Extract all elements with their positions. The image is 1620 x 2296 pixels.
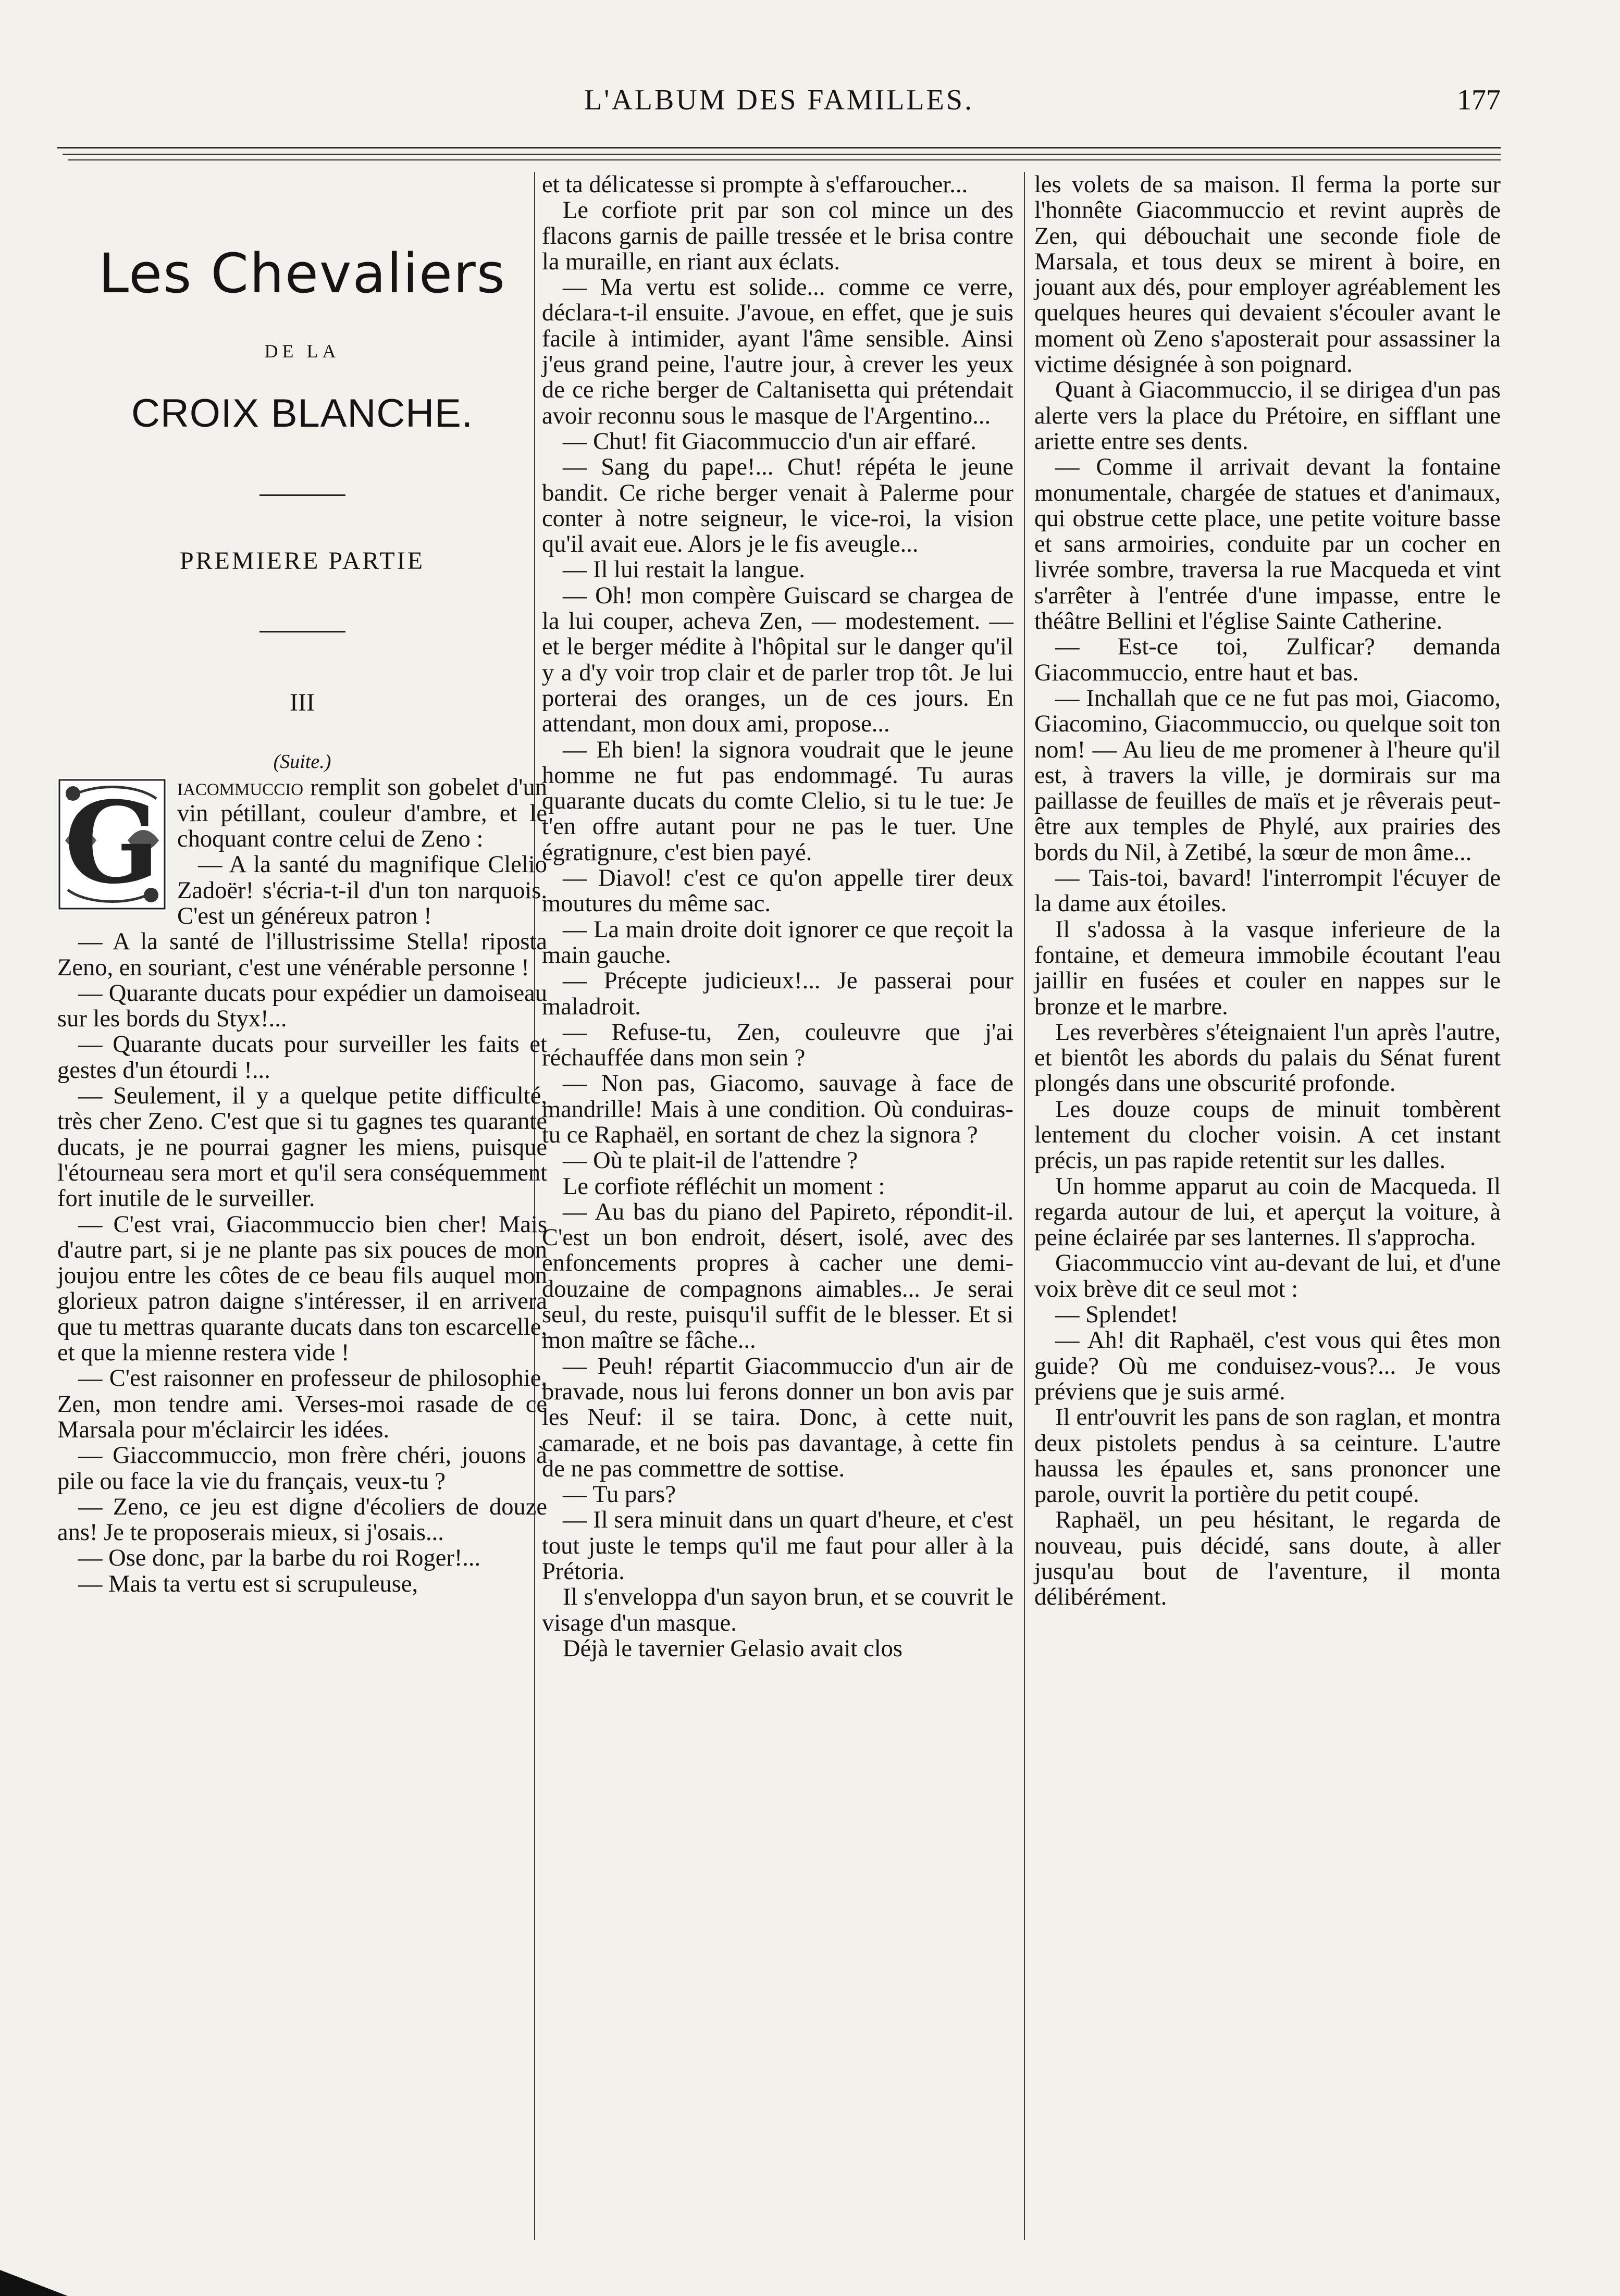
paragraph: — Comme il arrivait devant la fontaine monumentale, chargée de statues et d'animaux, qui obstrue cette place, une petite voiture basse et sans armoiries, conduite par un cocher en livrée sombre, traversa la rue Macqueda et vint s'arrêter à l'entrée d'une impasse, entre le théâtre Bellini et l'église Sainte Catherine. [1034, 454, 1501, 635]
paragraph: — Quarante ducats pour surveiller les faits et gestes d'un étourdi !... [57, 1031, 547, 1084]
paragraph: — Où te plait-il de l'attendre ? [563, 1147, 858, 1174]
paragraph: — La main droite doit ignorer ce que reçoit la main gauche. [542, 916, 1013, 969]
part-heading: PREMIERE PARTIE [179, 547, 425, 575]
paragraph: — A la santé de l'illustrissime Stella! riposta Zeno, en souriant, c'est une vénérable personne ! [57, 928, 547, 981]
paragraph: — Refuse-tu, Zen, couleuvre que j'ai réchauffée dans mon sein ? [542, 1019, 1013, 1072]
paragraph: les volets de sa maison. Il ferma la porte sur l'honnête Giacommuccio et revint auprès de Zen, qui débouchait une seconde fiole de Marsala, et tous deux se mirent à boire, en jouant aux dés, pour employer agréablement les quelques heures qui devaient s'écouler avant le moment où Zeno s'aposterait pour assassiner la victime désignée à son poignard. [1034, 171, 1501, 378]
title-separator [259, 494, 345, 496]
page-corner-arrow-icon [0, 2239, 78, 2296]
paragraph: Il s'enveloppa d'un sayon brun, et se couvrit le visage d'un masque. [542, 1584, 1013, 1636]
paragraph: — Splendet! [1055, 1301, 1179, 1329]
dropcap-letter: G [64, 777, 160, 909]
chapter-number: III [290, 688, 315, 716]
ornamental-dropcap [57, 778, 167, 911]
paragraph: — Il sera minuit dans un quart d'heure, et c'est tout juste le temps qu'il me faut pour aller à la Prétoria. [542, 1507, 1013, 1585]
column-divider-2 [1024, 172, 1025, 2240]
paragraph: — Précepte judicieux!... Je passerai pour maladroit. [542, 967, 1013, 1020]
paragraph: — A la santé du magnifique Clelio Zadoër! s'écria-t-il d'un ton narquois. C'est un généreux patron ! [177, 851, 547, 929]
column-2 [542, 172, 1013, 1661]
paragraph: — Peuh! répartit Giacommuccio d'un air de bravade, nous lui ferons donner un bon avis par les Neuf: il se taira. Donc, à cette nuit, camarade, et ne bois pas davantage, à cette fin de ne pas commettre de sottise. [542, 1352, 1013, 1482]
paragraph: — Zeno, ce jeu est digne d'écoliers de douze ans! Je te proposerais mieux, si j'osais... [57, 1493, 547, 1546]
paragraph: — C'est raisonner en professeur de philosophie, Zen, mon tendre ami. Verses-moi rasade de ce Marsala pour m'éclaircir les idées. [57, 1365, 547, 1443]
paragraph: — Tais-toi, bavard! l'interrompit l'écuyer de la dame aux étoiles. [1034, 865, 1501, 917]
article-title-de-la: DE LA [264, 341, 340, 362]
paragraph: Les reverbères s'éteignaient l'un après l'autre, et bientôt les abords du palais du Sénat furent plongés dans une obscurité profonde. [1034, 1019, 1501, 1097]
paragraph: — Quarante ducats pour expédier un damoiseau sur les bords du Styx!... [57, 979, 547, 1033]
header-rule-thin-2 [68, 159, 1501, 160]
header-rule-thin [63, 154, 1501, 155]
paragraph: — Seulement, il y a quelque petite difficulté, très cher Zeno. C'est que si tu gagnes tes quarante ducats, je ne pourrai gagner les miens, puisque l'étourneau sera mort et qu'il sera conséquemment fort inutile de le surveiller. [57, 1083, 547, 1212]
article-title: Les Chevaliers [98, 242, 506, 305]
paragraph: Le corfiote réfléchit un moment : [563, 1173, 885, 1200]
continued-note: (Suite.) [273, 751, 331, 773]
header-rule [57, 147, 1501, 148]
paragraph: — Tu pars? [563, 1481, 676, 1508]
paragraph: — Ah! dit Raphaël, c'est vous qui êtes mon guide? Où me conduisez-vous?... Je vous préviens que je suis armé. [1034, 1327, 1501, 1405]
paragraph: Déjà le tavernier Gelasio avait clos [563, 1635, 902, 1662]
running-title: L'ALBUM DES FAMILLES. [584, 84, 974, 116]
running-header [57, 83, 1501, 135]
paragraph: Les douze coups de minuit tombèrent lentement du clocher voisin. A cet instant précis, un pas rapide retentit sur les dalles. [1034, 1096, 1501, 1174]
column-3 [1034, 172, 1501, 1610]
paragraph: — Ma vertu est solide... comme ce verre, déclara-t-il ensuite. J'avoue, en effet, que je suis facile à intimider, ayant l'âme sensible. Ainsi j'eus grand peine, l'autre jour, à crever les yeux de ce riche berger de Caltanisetta qui prétendait avoir reconnu sous le masque de l'Argentino... [542, 274, 1013, 429]
part-separator [259, 631, 345, 632]
paragraph: — Oh! mon compère Guiscard se chargea de la lui couper, acheva Zen, — modestement. — et le berger médite à l'hôpital sur le danger qu'il y a d'y voir trop clair et de parler trop tôt. Je lui porterai des oranges, un de ces jours. En attendant, mon doux ami, propose... [542, 582, 1013, 738]
article-subtitle: CROIX BLANCHE. [131, 391, 473, 436]
paragraph: — Chut! fit Giacommuccio d'un air effaré. [563, 428, 976, 455]
page-number: 177 [1457, 84, 1501, 116]
paragraph: Il s'adossa à la vasque inferieure de la fontaine, et demeura immobile écoutant l'eau jaillir en fusées et couler en nappes sur le bronze et le marbre. [1034, 916, 1501, 1020]
paragraph: Un homme apparut au coin de Macqueda. Il regarda autour de lui, et aperçut la voiture, à peine éclairée par ses lanternes. Il s'approcha. [1034, 1173, 1501, 1251]
paragraph: Le corfiote prit par son col mince un des flacons garnis de paille tressée et le brisa contre la muraille, en riant aux éclats. [542, 197, 1013, 275]
paragraph: — C'est vrai, Giacommuccio bien cher! Mais d'autre part, si je ne plante pas six pouces de mon joujou entre les côtes de ce beau fils auquel mon glorieux patron daigne s'intéresser, il en arrivera que tu mettras quarante ducats dans ton escarcelle, et que la mienne restera vide ! [57, 1211, 547, 1367]
paragraph: Raphaël, un peu hésitant, le regarda de nouveau, puis décidé, sans doute, à aller jusqu'au bout de l'aventure, il monta délibérément. [1034, 1507, 1501, 1611]
paragraph: — Giaccommuccio, mon frère chéri, jouons à pile ou face la vie du français, veux-tu ? [57, 1442, 547, 1495]
paragraph: — Sang du pape!... Chut! répéta le jeune bandit. Ce riche berger venait à Palerme pour conter à notre seigneur, le vice-roi, la vision qu'il avait eue. Alors je le fis aveugle... [542, 454, 1013, 558]
paragraph: Quant à Giacommuccio, il se dirigea d'un pas alerte vers la place du Prétoire, en sifflant une ariette entre ses dents. [1034, 377, 1501, 455]
opening-first-word: iacommuccio [177, 774, 304, 801]
paragraph: — Est-ce toi, Zulficar? demanda Giacommuccio, entre haut et bas. [1034, 634, 1501, 686]
paragraph: — Diavol! c'est ce qu'on appelle tirer deux moutures du même sac. [542, 865, 1013, 917]
paragraph: — Il lui restait la langue. [563, 556, 805, 584]
paragraph: — Au bas du piano del Papireto, répondit-il. C'est un bon endroit, désert, isolé, avec des enfoncements propres à cacher une demi-douzaine de compagnons aimables... Je serai seul, du reste, puisqu'il suffit de le blesser. Et si mon maître se fâche... [542, 1198, 1013, 1354]
paragraph: et ta délicatesse si prompte à s'effaroucher... [542, 171, 968, 198]
paragraph: — Ose donc, par la barbe du roi Roger!... [78, 1545, 481, 1572]
opening-text: remplit son gobelet d'un vin pétillant, couleur d'ambre, et le choquant contre celui de Zeno : [177, 774, 547, 853]
paragraph: — Eh bien! la signora voudrait que le jeune homme ne fut pas endommagé. Tu auras quarante ducats du comte Clelio, si tu le tue: Je t'en offre autant pour ne pas le tuer. Une égratignure, c'est bien payé. [542, 736, 1013, 866]
paragraph: — Inchallah que ce ne fut pas moi, Giacomo, Giacomino, Giacommuccio, ou quelque soit ton nom! — Au lieu de me promener à l'heure qu'il est, à travers la ville, je dormirais sur ma paillasse de feuilles de maïs et je rêverais peut-être aux temples de Phylé, aux prairies des bords du Nil, à Zetibé, la sœur de mon âme... [1034, 685, 1501, 866]
paragraph: — Mais ta vertu est si scrupuleuse, [78, 1570, 418, 1597]
paragraph: Giacommuccio vint au-devant de lui, et d'une voix brève dit ce seul mot : [1034, 1250, 1501, 1302]
paragraph: Il entr'ouvrit les pans de son raglan, et montra deux pistolets pendus à sa ceinture. L'autre haussa les épaules et, sans prononcer une parole, ouvrit la portière du petit coupé. [1034, 1404, 1501, 1508]
column-1 [57, 172, 547, 1597]
paragraph: — Non pas, Giacomo, sauvage à face de mandrille! Mais à une condition. Où conduiras-tu ce Raphaël, en sortant de chez la signora ? [542, 1070, 1013, 1148]
